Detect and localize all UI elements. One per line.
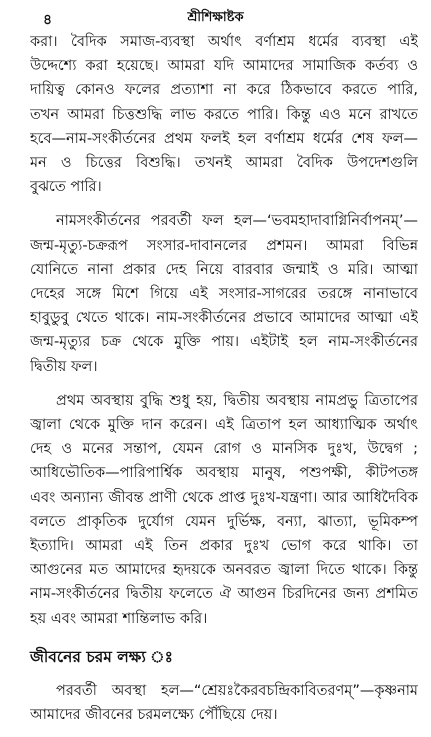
text-line: এবং অন্যান্য জীবন্ত প্রাণী থেকে প্রাপ্ত দুঃখ-যন্ত্রণা। আর আধিদৈবিক	[30, 489, 418, 506]
text-line: দেহ ও মনের সন্তাপ, যেমন রোগ ও মানসিক দুঃখ, উদ্বেগ ;	[30, 441, 418, 458]
text-line: আগুনের মত আমাদের হৃদয়কে অনবরত জ্বালা দিতে থাকে। কিন্তু	[30, 562, 418, 579]
text-line: হবে—নাম-সংকীর্তনের প্রথম ফলই হল বর্ণাশ্রম ধর্মের শেষ ফল—	[30, 130, 418, 147]
text-line: করা। বৈদিক সমাজ-ব্যবস্থা অর্থাৎ বর্ণাশ্রম ধর্মের ব্যবস্থা এই	[30, 34, 418, 50]
closing-paragraph	[30, 679, 418, 727]
text-line: দ্বিতীয় ফল।	[30, 358, 98, 375]
text-line: মন ও চিত্তের বিশুদ্ধি। তখনই আমরা বৈদিক উপদেশগুলি	[30, 155, 418, 172]
text-line: উদ্দেশ্যে করা হয়েছে। আমরা যদি আমাদের সামাজিক কর্তব্য ও	[30, 58, 418, 75]
text-line: আমাদের জীবনের চরমলক্ষ্যে পৌঁছিয়ে দেয়।	[30, 707, 278, 724]
text-line: দেহের সঙ্গে মিশে গিয়ে এই সংসার-সাগরের তরঙ্গে নানাভাবে	[30, 286, 418, 303]
text-line: প্রথম অবস্থায় বুদ্ধি শুধু হয়, দ্বিতীয় অবস্থায় নামপ্রভু ত্রিতাপের	[56, 392, 418, 409]
body-text	[30, 30, 418, 737]
text-line: বলতে প্রাকৃতিক দুর্যোগ যেমন দুর্ভিক্ষ, বন্যা, ঝাত্যা, ভূমিকম্প	[30, 513, 418, 530]
text-line: দায়িত্ব কোনও ফলের প্রত্যাশা না করে ঠিকভাবে করতে পারি,	[30, 82, 418, 99]
running-title: শ্রীশিক্ষাষ্টক	[187, 10, 244, 25]
text-line: পরবর্তী অবস্থা হল—“শ্রেয়ঃকৈরবচন্দ্রিকাবিতরণম্”—কৃষ্ণনাম	[56, 683, 418, 700]
page-number: ৪	[43, 12, 53, 28]
paragraph-1	[30, 30, 418, 199]
section-heading: জীবনের চরম লক্ষ্য ঃ	[30, 647, 173, 666]
text-line: হাবুডুবু খেতে থাকে। নাম-সংকীর্তনের প্রভাবে আমাদের আত্মা এই	[30, 310, 418, 327]
paragraph-3	[30, 389, 418, 631]
text-line: বুঝতে পারি।	[30, 179, 102, 196]
text-line: ইত্যাদি। আমরা এই তিন প্রকার দুঃখ ভোগ করে থাকি। তা	[30, 538, 418, 555]
text-line: জ্বালা থেকে মুক্তি দান করেন। এই ত্রিতাপ হল আধ্যাত্মিক অর্থাৎ	[30, 417, 418, 434]
text-line: হয় এবং আমরা শান্তিলাভ করি।	[30, 610, 208, 627]
text-line: নাম-সংকীর্তনের দ্বিতীয় ফলেতে ঐ আগুন চিরদিনের জন্য প্রশমিত	[30, 586, 418, 603]
text-line: জন্ম-মৃত্যু-চক্ররূপ সংসার-দাবানলের প্রশমন। আমরা বিভিন্ন	[30, 237, 418, 254]
text-line: আধিভৌতিক—পারিপার্শ্বিক অবস্থায় মানুষ, পশুপক্ষী, কীটপতঙ্গ	[30, 465, 418, 482]
paragraph-2	[30, 209, 418, 378]
text-line: যোনিতে নানা প্রকার দেহ নিয়ে বারবার জন্মাই ও মরি। আত্মা	[30, 261, 418, 278]
text-line: তখন আমরা চিত্তশুদ্ধি লাভ করতে পারি। কিন্তু এও মনে রাখতে	[30, 106, 418, 123]
text-line: জন্ম-মৃত্যুর চক্র থেকে মুক্তি পায়। এইটাই হল নাম-সংকীর্তনের	[30, 334, 418, 351]
page-header	[0, 8, 431, 30]
text-line: নামসংকীর্তনের পরবর্তী ফল হল—‘ভবমহাদাবাগ্নিনির্বাপনম্’—	[56, 213, 418, 230]
